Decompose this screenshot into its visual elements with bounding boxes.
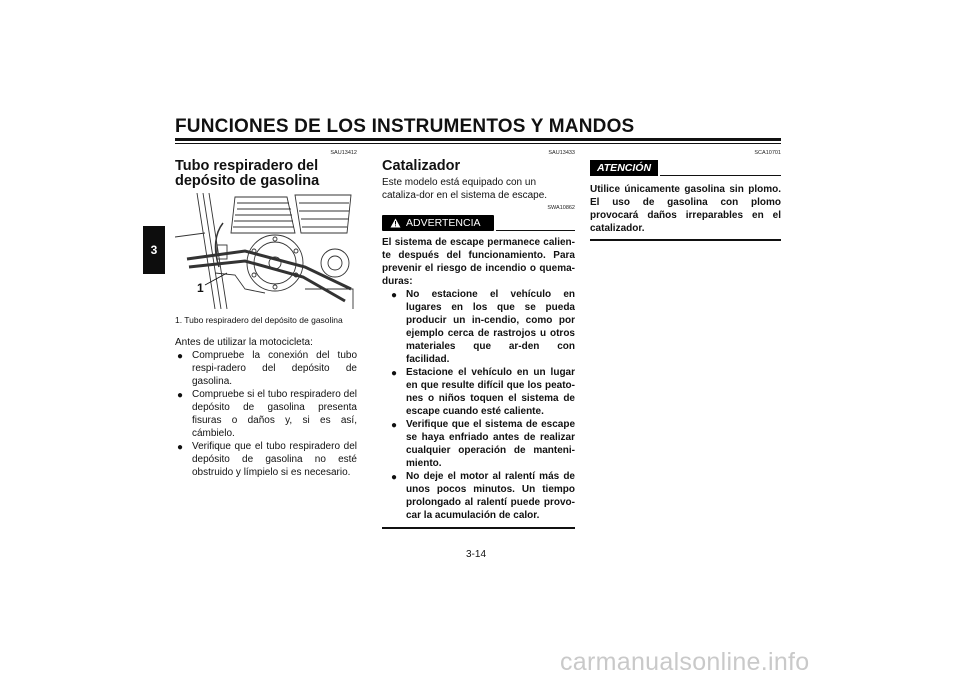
bullet-icon: ● xyxy=(391,290,398,301)
list-item: ● Estacione el vehículo en un lugar en que resulte difícil que los peato-nes o niños toquen el sistema de escape cuando esté caliente. xyxy=(391,367,575,417)
section-code: SAU13433 xyxy=(548,150,575,156)
section-fuel-breather-hose xyxy=(175,150,357,479)
chapter-tab: 3 xyxy=(143,226,165,274)
bullet-icon: ● xyxy=(391,420,398,431)
attention-rule xyxy=(660,175,781,177)
check-list xyxy=(175,349,357,479)
page-number: 3-14 xyxy=(466,549,487,560)
warning-code: SWA10862 xyxy=(547,205,575,211)
header-rule-thin xyxy=(175,143,781,144)
warning-end-rule xyxy=(382,527,575,529)
section-catalyst xyxy=(382,150,575,529)
list-item: ● Compruebe la conexión del tubo respi-radero del depósito de gasolina. xyxy=(177,350,357,387)
warning-list xyxy=(382,288,575,522)
warning-banner xyxy=(382,215,575,231)
engine-figure xyxy=(175,193,357,309)
attention-banner xyxy=(590,160,781,176)
list-item: ● No deje el motor al ralentí más de unos pocos minutos. Un tiempo prolongado al ralentí puede provo-car la acumulación de calor. xyxy=(391,471,575,521)
attention-text: Utilice únicamente gasolina sin plomo. El uso de gasolina con plomo provocará daños irreparables en el catalizador. xyxy=(590,184,781,234)
section-title: Catalizador xyxy=(382,158,461,174)
list-item: ● Compruebe si el tubo respiradero del depósito de gasolina presenta fisuras o daños y, si es así, cámbielo. xyxy=(177,389,357,439)
bullet-icon: ● xyxy=(177,442,184,453)
page-title: FUNCIONES DE LOS INSTRUMENTOS Y MANDOS xyxy=(175,116,635,137)
list-item: ● No estacione el vehículo en lugares en los que se pueda producir un in-cendio, como por ejemplo cerca de rastrojos u otros materiales que ar-den con facilidad. xyxy=(391,289,575,365)
bullet-icon: ● xyxy=(391,368,398,379)
section-title: Tubo respiradero del depósito de gasolina xyxy=(175,158,320,189)
bullet-icon: ● xyxy=(391,472,398,483)
warning-rule xyxy=(496,230,575,232)
attention-label: ATENCIÓN xyxy=(590,160,658,176)
warning-intro: El sistema de escape permanece calien-te después del funcionamiento. Para prevenir el riesgo de incendio o quema-duras: xyxy=(382,237,575,287)
body-text: Este modelo está equipado con un cataliza-dor en el sistema de escape. xyxy=(382,177,548,201)
section-code: SAU13412 xyxy=(330,150,357,156)
figure-caption: 1. Tubo respiradero del depósito de gasolina xyxy=(175,315,343,325)
section-attention xyxy=(590,150,781,241)
engine-illustration xyxy=(175,193,357,309)
list-item: ● Verifique que el tubo respiradero del depósito de gasolina no esté obstruido y límpielo si es necesario. xyxy=(177,441,357,478)
section-code: SCA10701 xyxy=(754,150,781,156)
list-item: ● Verifique que el sistema de escape se haya enfriado antes de realizar cualquier operación de manteni-miento. xyxy=(391,419,575,469)
figure-callout: 1 xyxy=(197,281,204,295)
bullet-icon: ● xyxy=(177,351,184,362)
warning-label: ADVERTENCIA xyxy=(382,215,494,231)
warning-triangle-icon xyxy=(390,218,401,228)
header-rule xyxy=(175,138,781,141)
bullet-icon: ● xyxy=(177,390,184,401)
watermark: carmanualsonline.info xyxy=(560,648,810,676)
attention-end-rule xyxy=(590,239,781,241)
intro-text: Antes de utilizar la motocicleta: xyxy=(175,337,313,348)
